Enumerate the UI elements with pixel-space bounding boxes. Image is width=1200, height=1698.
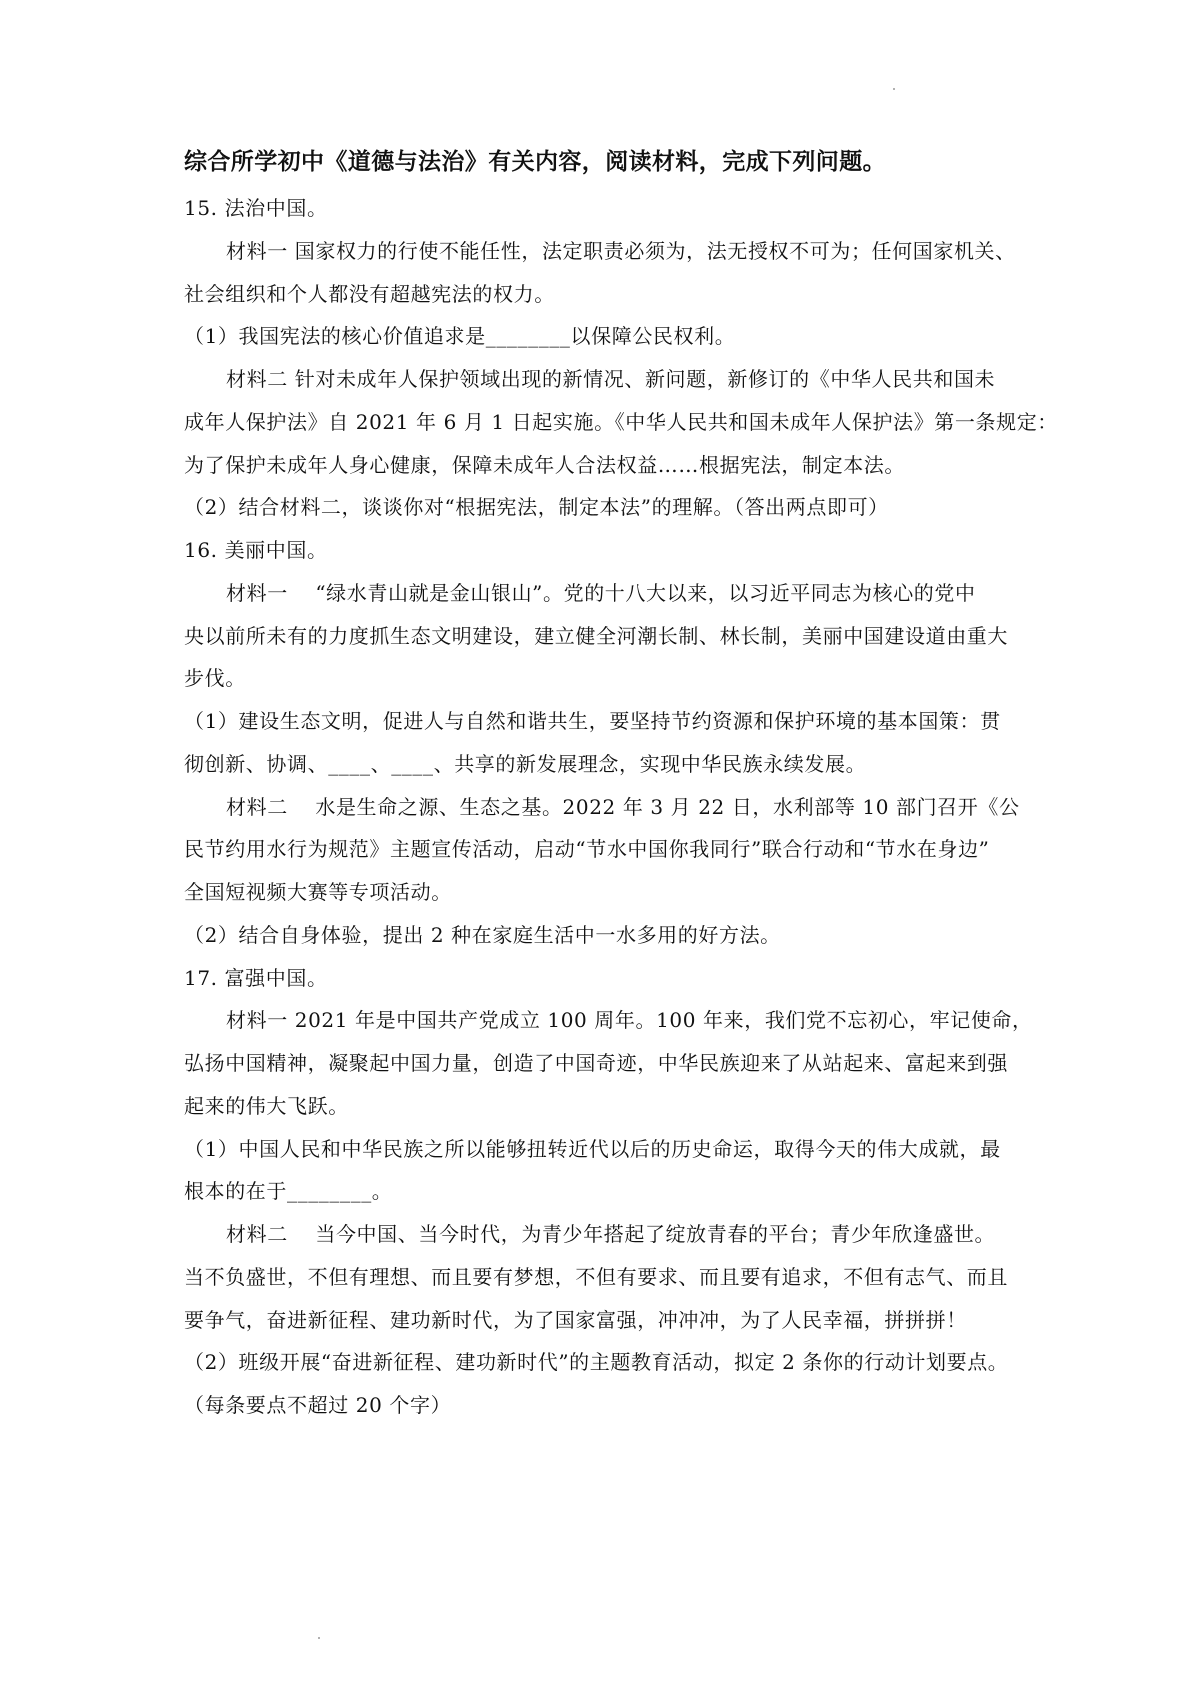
q17-material-2-line-2: 当不负盛世，不但有理想、而且要有梦想，不但有要求、而且要有追求，不但有志气、而且 [184,1265,1008,1289]
question-17-title: 17. 富强中国。 [184,966,328,990]
q17-subquestion-2-line-1: （2）班级开展“奋进新征程、建功新时代”的主题教育活动，拟定 2 条你的行动计划要点。 [184,1350,1009,1374]
scan-dot [893,88,895,90]
q16-subquestion-1-line-2: 彻创新、协调、____、____、共享的新发展理念，实现中华民族永续发展。 [184,752,867,776]
q17-subquestion-1-line-1: （1）中国人民和中华民族之所以能够扭转近代以后的历史命运，取得今天的伟大成就，最 [184,1137,1001,1161]
scan-dot [318,1637,320,1639]
q16-material-2-line-2: 民节约用水行为规范》主题宣传活动，启动“节水中国你我同行”联合行动和“节水在身边” [184,837,990,861]
q15-material-1-line-1: 材料一 国家权力的行使不能任性，法定职责必须为，法无授权不可为；任何国家机关、 [226,239,1016,263]
question-16-title: 16. 美丽中国。 [184,538,328,562]
q15-material-2-line-3: 为了保护未成年人身心健康，保障未成年人合法权益……根据宪法，制定本法。 [184,453,905,477]
q15-material-2-line-1: 材料二 针对未成年人保护领域出现的新情况、新问题，新修订的《中华人民共和国未 [226,367,996,391]
q17-material-1-line-1: 材料一 2021 年是中国共产党成立 100 周年。100 年来，我们党不忘初心，牢记使命， [226,1008,1033,1032]
q16-material-2-line-1: 材料二 水是生命之源、生态之基。2022 年 3 月 22 日，水利部等 10 部门召开《公 [226,795,1020,819]
q17-material-2-line-1: 材料二 当今中国、当今时代，为青少年搭起了绽放青春的平台；青少年欣逢盛世。 [226,1222,996,1246]
q17-material-1-line-2: 弘扬中国精神，凝聚起中国力量，创造了中国奇迹，中华民族迎来了从站起来、富起来到强 [184,1051,1008,1075]
q15-subquestion-2: （2）结合材料二，谈谈你对“根据宪法，制定本法”的理解。（答出两点即可） [184,495,889,519]
q15-material-2-line-2: 成年人保护法》自 2021 年 6 月 1 日起实施。《中华人民共和国未成年人保护法》第一条规定： [184,410,1058,434]
q16-material-1-line-2: 央以前所未有的力度抓生态文明建设，建立健全河潮长制、林长制，美丽中国建设道由重大 [184,624,1008,648]
q15-material-1-line-2: 社会组织和个人都没有超越宪法的权力。 [184,282,555,306]
q17-material-1-line-3: 起来的伟大飞跃。 [184,1094,349,1118]
q16-material-1-line-3: 步伐。 [184,666,246,690]
q17-subquestion-2-line-2: （每条要点不超过 20 个字） [184,1393,452,1417]
q17-material-2-line-3: 要争气，奋进新征程、建功新时代，为了国家富强，冲冲冲，为了人民幸福，拼拼拼！ [184,1308,967,1332]
q16-material-2-line-3: 全国短视频大赛等专项活动。 [184,880,452,904]
q16-material-1-line-1: 材料一 “绿水青山就是金山银山”。党的十八大以来，以习近平同志为核心的党中 [226,581,976,605]
q16-subquestion-2: （2）结合自身体验，提出 2 种在家庭生活中一水多用的好方法。 [184,923,781,947]
q17-subquestion-1-line-2: 根本的在于________。 [184,1179,393,1203]
section-heading: 综合所学初中《道德与法治》有关内容，阅读材料，完成下列问题。 [184,149,886,175]
question-15-title: 15. 法治中国。 [184,196,328,220]
q15-subquestion-1: （1）我国宪法的核心价值追求是________以保障公民权利。 [184,324,736,348]
q16-subquestion-1-line-1: （1）建设生态文明，促进人与自然和谐共生，要坚持节约资源和保护环境的基本国策：贯 [184,709,1001,733]
